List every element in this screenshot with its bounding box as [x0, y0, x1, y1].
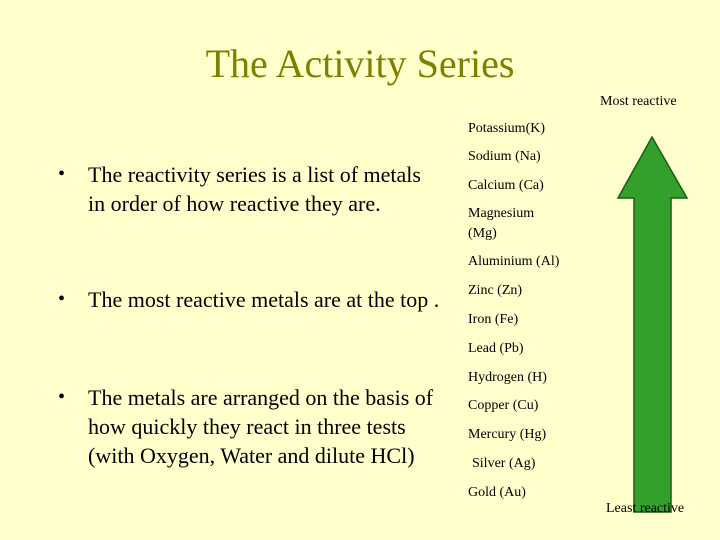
- arrow-shape: [618, 137, 687, 512]
- metal-item: Gold (Au): [468, 485, 526, 500]
- metal-item: Silver (Ag): [472, 456, 536, 471]
- metal-item: Copper (Cu): [468, 398, 539, 413]
- metal-item: Aluminium (Al): [468, 254, 560, 269]
- most-reactive-label: Most reactive: [600, 94, 677, 109]
- metal-item: Iron (Fe): [468, 312, 519, 327]
- bullet-dot-icon: •: [58, 163, 66, 185]
- metal-item: Calcium (Ca): [468, 178, 544, 193]
- least-reactive-label: Least reactive: [606, 501, 685, 516]
- metal-item: Hydrogen (H): [468, 370, 547, 385]
- metal-item: Potassium(K): [468, 121, 545, 136]
- metal-item: Sodium (Na): [468, 149, 541, 164]
- bullet-text: The reactivity series is a list of metals in order of how reactive they are.: [88, 162, 421, 216]
- bullet-dot-icon: •: [58, 288, 66, 310]
- bullet-dot-icon: •: [58, 386, 66, 408]
- bullet-text: The most reactive metals are at the top .: [88, 287, 440, 312]
- metal-item: Zinc (Zn): [468, 283, 523, 298]
- slide-title: The Activity Series: [205, 41, 515, 86]
- bullet-text: The metals are arranged on the basis of how quickly they react in three tests (with Oxygen, Water and dilute HCl): [88, 385, 434, 468]
- metal-item: Magnesium (Mg): [468, 206, 535, 241]
- metal-item: Mercury (Hg): [468, 427, 547, 442]
- metal-item: Lead (Pb): [468, 341, 524, 356]
